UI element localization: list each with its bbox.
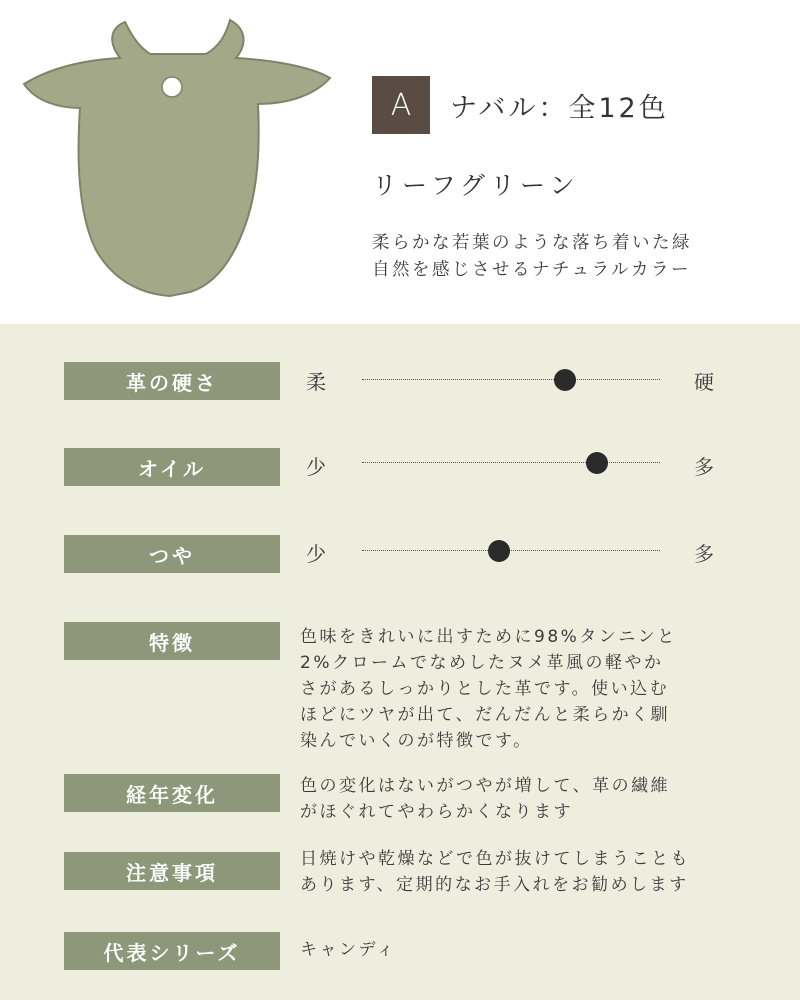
rating-max-label: 硬: [694, 370, 714, 394]
features-line: 色味をきれいに出すために98%タンニンと: [300, 627, 677, 647]
color-name: リーフグリーン: [372, 171, 580, 200]
aging-text: [300, 773, 670, 825]
rating-track-gloss: [362, 550, 660, 551]
rating-label-gloss: つや: [64, 535, 280, 573]
description-line: 柔らかな若葉のような落ち着いた緑: [372, 233, 692, 253]
aging-line: 色の変化はないがつやが増して、革の繊維: [300, 776, 671, 796]
rating-max-label: 多: [694, 455, 714, 479]
series-value: キャンディ: [300, 940, 397, 960]
rating-min-label: 柔: [306, 370, 326, 394]
rating-label-oil: オイル: [64, 448, 280, 486]
product-header: [0, 0, 800, 324]
rating-marker-hardness: [554, 369, 576, 391]
rating-min-label: 少: [306, 542, 326, 566]
rating-marker-gloss: [488, 540, 510, 562]
caution-line: 日焼けや乾燥などで色が抜けてしまうことも: [300, 849, 690, 869]
variant-badge: A: [372, 76, 430, 134]
features-line: 2%クロームでなめしたヌメ革風の軽やか: [300, 653, 664, 673]
color-description: [372, 230, 692, 284]
rating-max-label: 多: [694, 542, 714, 566]
aging-label: 経年変化: [64, 774, 280, 812]
features-line: 染んでいくのが特徴です。: [300, 731, 533, 751]
product-line-title: ナバル：全12色: [450, 93, 669, 124]
aging-line: がほぐれてやわらかくなります: [300, 802, 573, 822]
description-line: 自然を感じさせるナチュラルカラー: [372, 260, 691, 280]
cow-head-leather-swatch: [20, 18, 336, 308]
features-line: さがあるしっかりとした革です。使い込む: [300, 679, 670, 699]
series-label: 代表シリーズ: [64, 932, 280, 970]
features-text: [300, 624, 677, 754]
rating-label-hardness: 革の硬さ: [64, 362, 280, 400]
rating-track-oil: [362, 462, 660, 463]
rating-min-label: 少: [306, 455, 326, 479]
features-label: 特徴: [64, 622, 280, 660]
caution-text: [300, 846, 690, 898]
caution-line: あります、定期的なお手入れをお勧めします: [300, 875, 689, 895]
features-line: ほどにツヤが出て、だんだんと柔らかく馴: [300, 705, 671, 725]
rating-track-hardness: [362, 379, 660, 380]
caution-label: 注意事項: [64, 852, 280, 890]
